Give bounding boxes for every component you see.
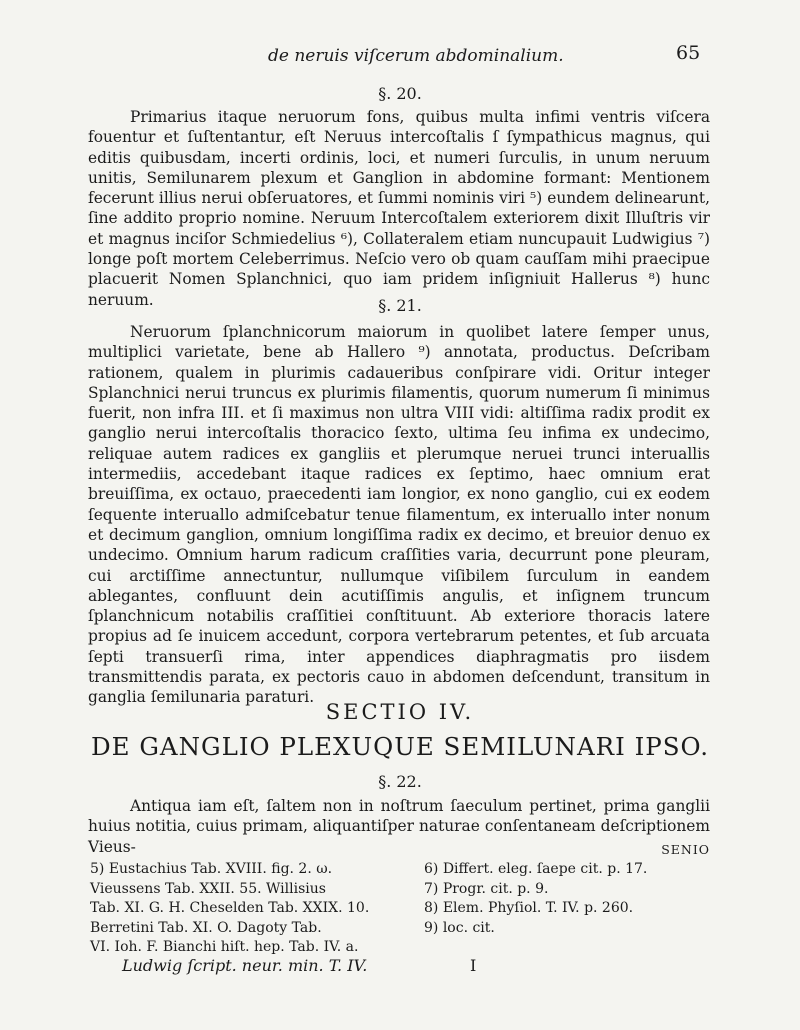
footnote-line: 9) loc. cit. (424, 919, 495, 936)
section-21-heading: §. 21. (378, 296, 422, 315)
footnote-line: 6) Differt. eleg. ſaepe cit. p. 17. (424, 861, 648, 877)
running-title: de neruis viſcerum abdominalium. (268, 46, 564, 66)
footnotes-left (90, 860, 390, 958)
footnote-line: Vieussens Tab. XXII. 55. Willisius (90, 880, 326, 897)
sectio-number: SECTIO IV. (325, 700, 475, 724)
page-number: 65 (676, 42, 701, 64)
catchword: SENIO (661, 842, 710, 857)
section-20-paragraph: Primarius itaque neruorum fons, quibus multa infimi ventris viſcera fouentur et ſuſtentantur, eſt Neruus intercoſtalis ſ ſympathicus magnus, qui editis quibusdam, incerti ordinis, loci, et numeri ſurculis, in unum neruum unitis, Semilunarem plexum et Ganglion in abdomine formant: Mentionem fecerunt illius nerui obſeruatores, et ſummi nominis viri ⁵) eundem delinearunt, ſine addito proprio nomine. Neruum Intercoſtalem exteriorem dixit Illuſtris vir et magnus inciſor Schmiedelius ⁶), Collateralem etiam nuncupauit Ludwigius ⁷) longe poſt mortem Celeberrimus. Neſcio vero ob quam cauſſam mihi praecipue placuerit Nomen Splanchnici, quo iam pridem inſigniuit Hallerus ⁸) hunc neruum. (88, 108, 710, 309)
footnote-line: VI. Ioh. F. Bianchi hiſt. hep. Tab. IV. a. (90, 939, 359, 956)
section-22-body (88, 796, 710, 857)
page-footer (0, 956, 800, 980)
signature-line: Ludwig ſcript. neur. min. T. IV. (122, 956, 368, 975)
sectio-title: DE GANGLIO PLEXUQUE SEMILUNARI IPSO. (91, 732, 709, 761)
footnote-line: 5) Eustachius Tab. XVIII. fig. 2. ω. (90, 861, 333, 877)
section-21-body (88, 322, 710, 708)
footnote-line: 8) Elem. Phyſiol. T. IV. p. 260. (424, 900, 634, 917)
footnote-line: Tab. XI. G. H. Cheselden Tab. XXIX. 10. (90, 900, 370, 917)
footnotes-right (424, 860, 724, 938)
section-22-heading: §. 22. (378, 772, 422, 791)
signature-mark: I (470, 956, 477, 975)
running-header (0, 42, 800, 70)
section-20-body (88, 107, 710, 310)
footnote-line: Berretini Tab. XI. O. Dagoty Tab. (90, 919, 322, 936)
footnote-line: 7) Progr. cit. p. 9. (424, 880, 549, 897)
section-21-paragraph: Neruorum ſplanchnicorum maiorum in quolibet latere ſemper unus, multiplici varietate, bene ab Hallero ⁹) annotata, productus. Deſcribam rationem, qualem in plurimis cadaueribus conſpirare vidi. Oritur integer Splanchnici nerui truncus ex plurimis filamentis, quorum numerum ſi minimus fuerit, non infra III. et ſi maximus non ultra VIII vidi: altiſſima radix prodit ex ganglio nerui intercoſtalis thoracico ſexto, ultima ſeu infima ex undecimo, reliquae autem radices ex gangliis et plerumque neruei trunci interuallis intermediis, accedebant itaque radices ex ſeptimo, haec omnium erat breuiſſima, ex octauo, praecedenti iam longior, ex nono ganglio, cui ex eodem ſequente interuallo admiſcebatur tenue filamentum, ex interuallo inter nonum et decimum ganglion, omnium longiſſima radix ex decimo, et breuior denuo ex undecimo. Omnium harum radicum craſſities varia, decurrunt pone pleuram, cui arctiſſime annectuntur, nullumque viſibilem ſurculum in eandem ablegantes, confluunt dein acutiſſimis angulis, et inſignem truncum ſplanchnicum notabilis craſſitiei conſtituunt. Ab exteriore thoracis latere propius ad ſe inuicem accedunt, corpora vertebrarum petentes, et ſub arcuata ſepti transuerſi rima, inter appendices diaphragmatis pro iisdem transmittendis parata, ex pectoris cauo in abdomen deſcendunt, transitum in ganglia ſemilunaria paraturi. (88, 323, 710, 707)
section-22-paragraph: Antiqua iam eſt, ſaltem non in noſtrum ſaeculum pertinet, prima ganglii huius notitia, cuius primam, aliquantiſper naturae conſentaneam deſcriptionem Vieus- (88, 797, 710, 856)
section-20-heading: §. 20. (378, 84, 422, 103)
